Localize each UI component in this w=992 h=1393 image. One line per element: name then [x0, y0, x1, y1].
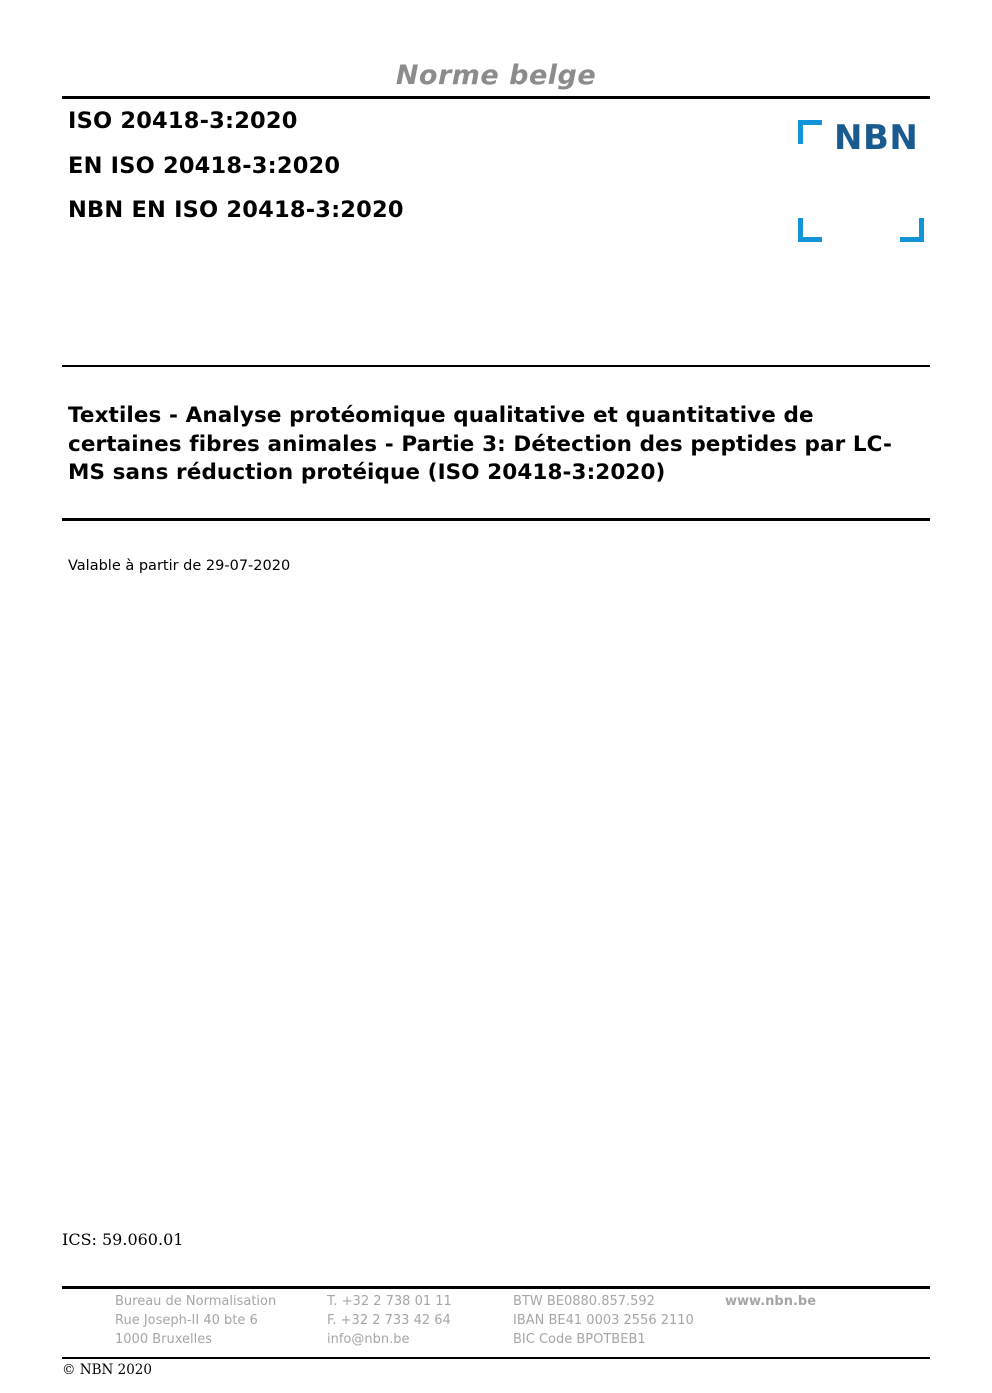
- footer-contact-column: [327, 1293, 513, 1350]
- divider-footer-bottom: [62, 1357, 930, 1359]
- footer-email[interactable]: info@nbn.be: [327, 1331, 410, 1347]
- footer-address-line-1: Bureau de Normalisation: [115, 1294, 277, 1309]
- divider-above-title: [62, 365, 930, 367]
- logo-wordmark: NBN: [834, 118, 919, 158]
- footer-address-line-2: Rue Joseph-II 40 bte 6: [115, 1312, 258, 1328]
- footer-website-link[interactable]: www.nbn.be: [725, 1294, 817, 1309]
- footer-fax: F. +32 2 733 42 64: [327, 1312, 451, 1328]
- reference-nbn-en-iso: NBN EN ISO 20418-3:2020: [68, 197, 404, 223]
- page-header-title: Norme belge: [395, 60, 597, 91]
- standard-reference-block: [68, 110, 628, 244]
- page-title: Textiles - Analyse protéomique qualitative et quantitative de certaines fibres animales - Partie 3: Détection des peptides par LC-MS sans réduction protéique (ISO 20418-3:2020): [68, 403, 893, 486]
- divider-below-title: [62, 518, 930, 521]
- ics-code: ICS: 59.060.01: [62, 1230, 184, 1249]
- footer-contact-info: [115, 1293, 915, 1350]
- footer-banking-column: [513, 1293, 725, 1350]
- validity-date: Valable à partir de 29-07-2020: [68, 558, 291, 574]
- reference-iso: ISO 20418-3:2020: [68, 108, 298, 134]
- copyright-notice: © NBN 2020: [62, 1362, 152, 1378]
- footer-address-column: [115, 1293, 327, 1350]
- logo-corner-bottom-left-icon: [798, 218, 822, 242]
- divider-top: [62, 96, 930, 99]
- reference-en-iso: EN ISO 20418-3:2020: [68, 152, 341, 179]
- footer-vat: BTW BE0880.857.592: [513, 1294, 655, 1309]
- logo-corner-bottom-right-icon: [900, 218, 924, 242]
- logo-corner-top-left-icon: [798, 120, 822, 144]
- footer-address-line-3: 1000 Bruxelles: [115, 1331, 213, 1347]
- footer-web-column: [725, 1293, 875, 1350]
- footer-phone: T. +32 2 738 01 11: [327, 1294, 452, 1309]
- footer-iban: IBAN BE41 0003 2556 2110: [513, 1312, 694, 1328]
- footer-bic: BIC Code BPOTBEB1: [513, 1331, 646, 1347]
- nbn-logo: [790, 112, 932, 252]
- divider-footer-top: [62, 1286, 930, 1289]
